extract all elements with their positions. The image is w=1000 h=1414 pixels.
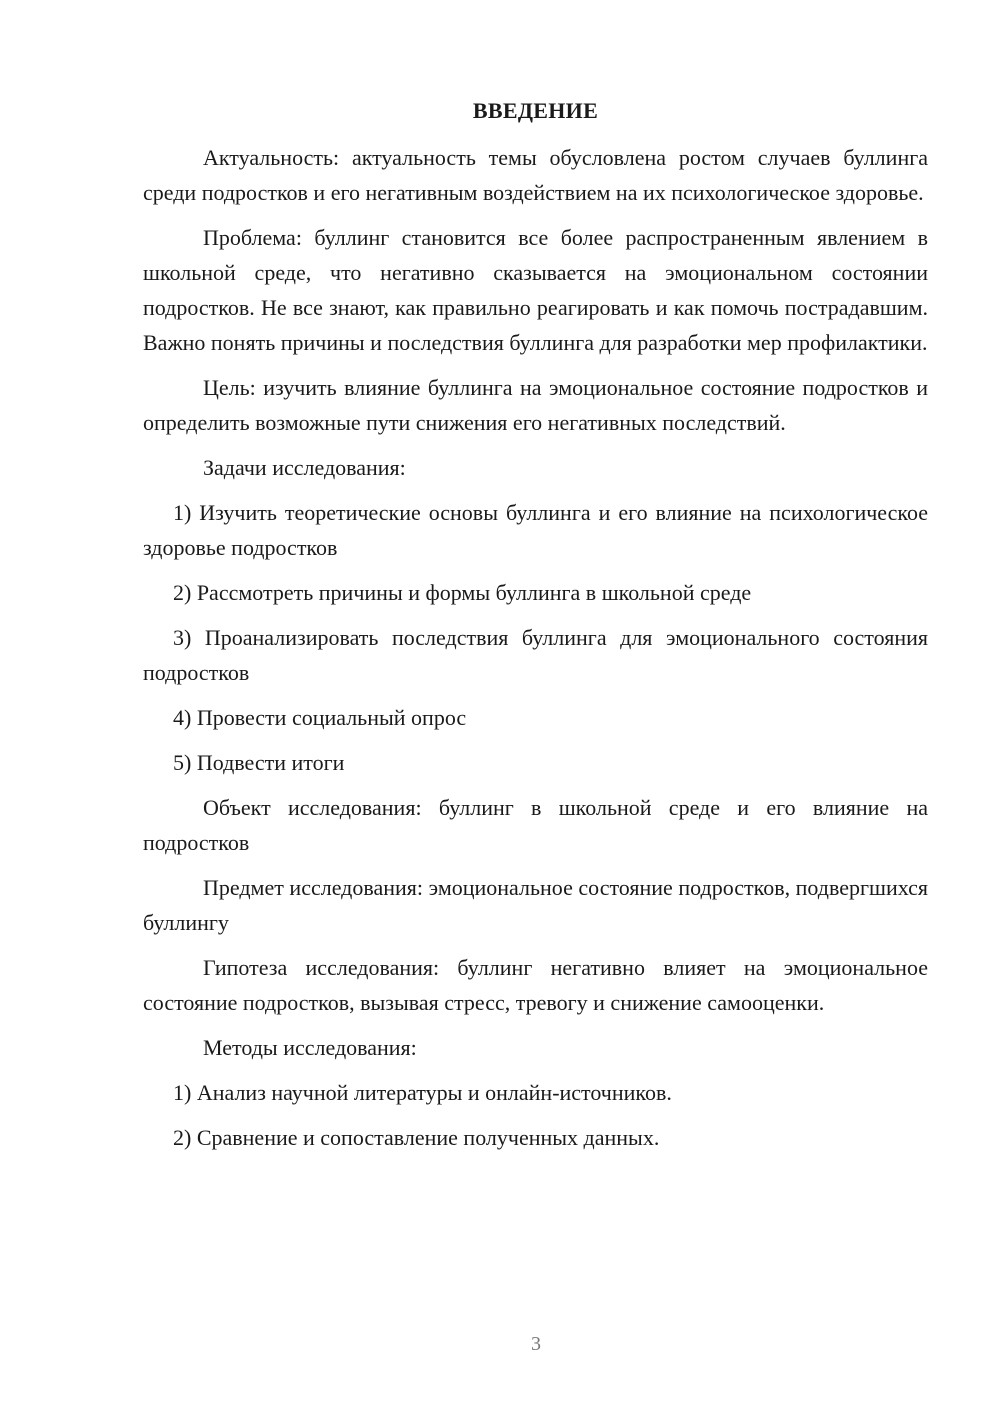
page-content xyxy=(143,96,928,1165)
task-item-4: 4) Провести социальный опрос xyxy=(173,705,467,730)
methods-heading: Методы исследования: xyxy=(203,1035,417,1060)
relevance-paragraph: Актуальность: актуальность темы обусловлена ростом случаев буллинга среди подростков и его негативным воздействием на их психологическое здоровье. xyxy=(143,145,928,205)
task-item-1: 1) Изучить теоретические основы буллинга и его влияние на психологическое здоровье подростков xyxy=(143,500,928,560)
task-item-2: 2) Рассмотреть причины и формы буллинга в школьной среде xyxy=(173,580,752,605)
page-number: 3 xyxy=(531,1333,541,1355)
task-item-5: 5) Подвести итоги xyxy=(173,750,345,775)
tasks-heading: Задачи исследования: xyxy=(203,455,406,480)
object-paragraph: Объект исследования: буллинг в школьной среде и его влияние на подростков xyxy=(143,795,928,855)
section-title: ВВЕДЕНИЕ xyxy=(472,98,599,123)
subject-paragraph: Предмет исследования: эмоциональное состояние подростков, подвергшихся буллингу xyxy=(143,875,928,935)
task-item-3: 3) Проанализировать последствия буллинга для эмоционального состояния подростков xyxy=(143,625,928,685)
hypothesis-paragraph: Гипотеза исследования: буллинг негативно влияет на эмоциональное состояние подростков, вызывая стресс, тревогу и снижение самооценки. xyxy=(143,955,928,1015)
problem-paragraph: Проблема: буллинг становится все более распространенным явлением в школьной среде, что негативно сказывается на эмоциональном состоянии подростков. Не все знают, как правильно реагировать и как помочь пострадавшим. Важно понять причины и последствия буллинга для разработки мер профилактики. xyxy=(143,225,928,355)
method-item-1: 1) Анализ научной литературы и онлайн-источников. xyxy=(173,1080,672,1105)
method-item-2: 2) Сравнение и сопоставление полученных данных. xyxy=(173,1125,660,1150)
goal-paragraph: Цель: изучить влияние буллинга на эмоциональное состояние подростков и определить возможные пути снижения его негативных последствий. xyxy=(143,375,928,435)
